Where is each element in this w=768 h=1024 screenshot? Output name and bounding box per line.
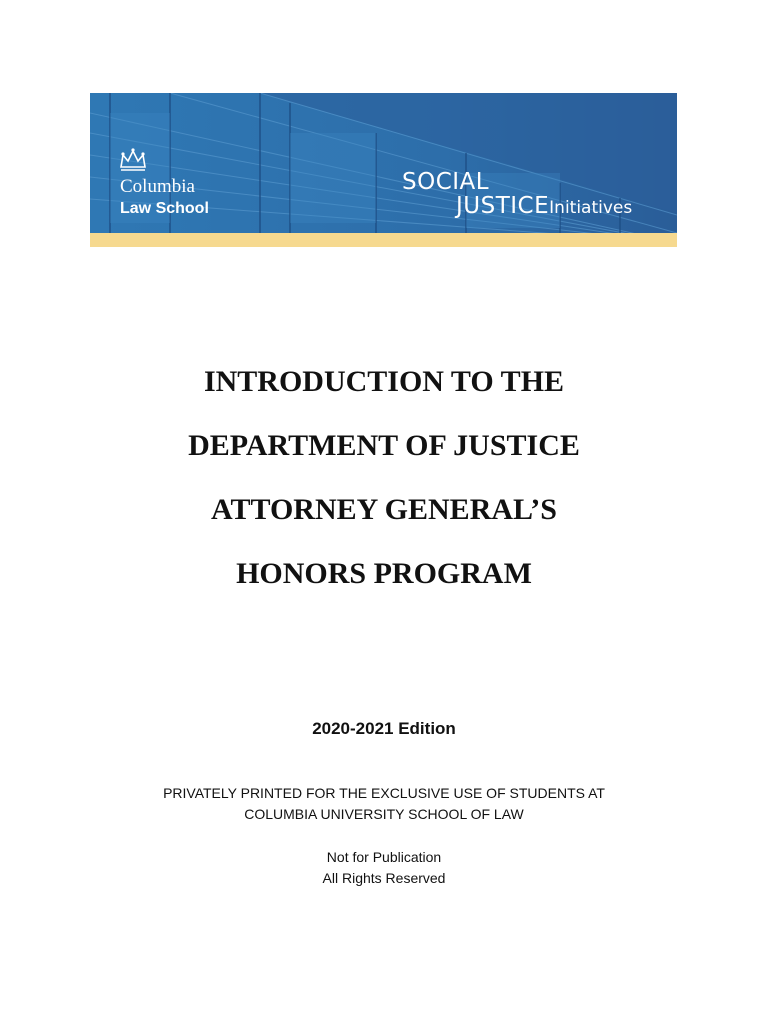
edition-label: 2020-2021 Edition <box>312 719 456 738</box>
all-rights-reserved-note: All Rights Reserved <box>322 870 446 886</box>
printed-notice-line: PRIVATELY PRINTED FOR THE EXCLUSIVE USE OF STUDENTS AT <box>163 785 605 801</box>
title-line: DEPARTMENT OF JUSTICE <box>188 429 580 462</box>
printed-notice-line: COLUMBIA UNIVERSITY SCHOOL OF LAW <box>244 806 524 822</box>
title-line: INTRODUCTION TO THE <box>203 365 565 398</box>
crown-icon <box>118 147 148 173</box>
title-line: ATTORNEY GENERAL’S <box>211 493 557 526</box>
printed-notice <box>0 783 768 825</box>
columbia-logo-name: Columbia <box>120 176 195 197</box>
justice-initiatives-label <box>456 195 632 218</box>
law-school-label: Law School <box>120 200 209 217</box>
rights-notes <box>0 847 768 889</box>
initiatives-word: Initiatives <box>549 198 633 218</box>
justice-word: JUSTICE <box>456 193 550 219</box>
banner-background <box>90 93 677 247</box>
not-for-publication-note: Not for Publication <box>326 849 442 865</box>
title-line: HONORS PROGRAM <box>236 557 532 590</box>
banner-gold-stripe <box>90 233 677 247</box>
social-label: SOCIAL <box>402 169 490 195</box>
document-title <box>0 355 768 611</box>
header-banner <box>90 93 677 247</box>
